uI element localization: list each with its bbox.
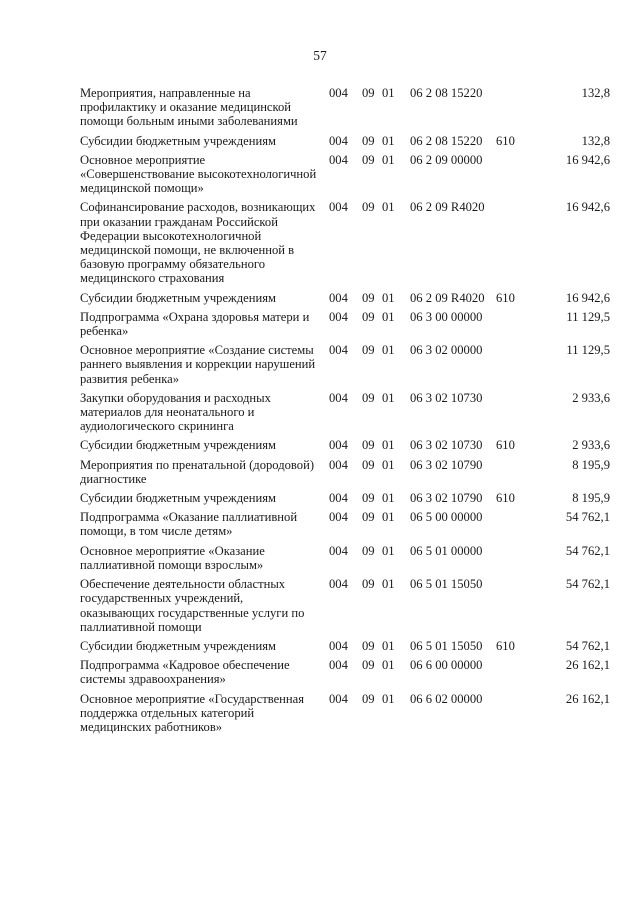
section-code: 09 — [362, 200, 375, 215]
target-article-code: 06 5 00 00000 — [410, 510, 483, 525]
ministry-code: 004 — [329, 457, 348, 472]
table-row — [80, 544, 610, 572]
row-name: Основное мероприятие «Совершенствование высокотехнологичной медицинской помощи» — [80, 152, 317, 196]
expense-type-code: 610 — [496, 438, 515, 453]
target-article-code: 06 3 02 00000 — [410, 343, 483, 358]
subsection-code: 01 — [382, 133, 395, 148]
amount: 8 195,9 — [572, 491, 610, 506]
table-row — [80, 491, 610, 505]
expense-type-code: 610 — [496, 133, 515, 148]
target-article-code: 06 5 01 15050 — [410, 577, 483, 592]
table-row — [80, 153, 610, 196]
table-row — [80, 310, 610, 338]
amount: 54 762,1 — [565, 510, 610, 525]
subsection-code: 01 — [382, 691, 395, 706]
row-name: Субсидии бюджетным учреждениям — [80, 491, 276, 506]
amount: 26 162,1 — [565, 658, 610, 673]
row-name: Мероприятия, направленные на профилактику и оказание медицинской помощи больным иными заболеваниями — [80, 86, 298, 129]
ministry-code: 004 — [329, 510, 348, 525]
table-row — [80, 391, 610, 434]
section-code: 09 — [362, 638, 375, 653]
amount: 11 129,5 — [566, 343, 610, 358]
ministry-code: 004 — [329, 133, 348, 148]
table-row — [80, 692, 610, 735]
ministry-code: 004 — [329, 343, 348, 358]
subsection-code: 01 — [382, 510, 395, 525]
ministry-code: 004 — [329, 438, 348, 453]
target-article-code: 06 2 09 00000 — [410, 152, 483, 167]
row-name: Основное мероприятие «Государственная поддержка отдельных категорий медицинских работников» — [80, 691, 305, 734]
section-code: 09 — [362, 133, 375, 148]
ministry-code: 004 — [329, 491, 348, 506]
subsection-code: 01 — [382, 457, 395, 472]
section-code: 09 — [362, 438, 375, 453]
section-code: 09 — [362, 491, 375, 506]
ministry-code: 004 — [329, 543, 348, 558]
subsection-code: 01 — [382, 86, 395, 100]
section-code: 09 — [362, 691, 375, 706]
budget-table — [80, 86, 610, 739]
ministry-code: 004 — [329, 86, 348, 100]
subsection-code: 01 — [382, 491, 395, 506]
subsection-code: 01 — [382, 638, 395, 653]
row-name: Основное мероприятие «Оказание паллиативной помощи взрослым» — [80, 543, 265, 572]
expense-type-code: 610 — [496, 491, 515, 506]
ministry-code: 004 — [329, 638, 348, 653]
ministry-code: 004 — [329, 290, 348, 305]
target-article-code: 06 3 02 10790 — [410, 491, 483, 506]
target-article-code: 06 2 08 15220 — [410, 86, 483, 100]
subsection-code: 01 — [382, 438, 395, 453]
table-row — [80, 343, 610, 386]
amount: 16 942,6 — [565, 152, 610, 167]
target-article-code: 06 6 00 00000 — [410, 658, 483, 673]
table-row — [80, 658, 610, 686]
target-article-code: 06 3 02 10730 — [410, 390, 483, 405]
amount: 2 933,6 — [572, 390, 610, 405]
target-article-code: 06 3 00 00000 — [410, 309, 483, 324]
section-code: 09 — [362, 152, 375, 167]
page-number: 57 — [313, 48, 327, 63]
amount: 54 762,1 — [565, 543, 610, 558]
row-name: Подпрограмма «Кадровое обеспечение системы здравоохранения» — [80, 658, 290, 687]
amount: 8 195,9 — [572, 457, 610, 472]
ministry-code: 004 — [329, 309, 348, 324]
subsection-code: 01 — [382, 390, 395, 405]
row-name: Подпрограмма «Охрана здоровья матери и ребенка» — [80, 309, 310, 339]
ministry-code: 004 — [329, 152, 348, 167]
target-article-code: 06 2 08 15220 — [410, 133, 483, 148]
section-code: 09 — [362, 510, 375, 525]
table-row — [80, 134, 610, 148]
amount: 132,8 — [581, 86, 610, 100]
ministry-code: 004 — [329, 658, 348, 673]
target-article-code: 06 3 02 10730 — [410, 438, 483, 453]
row-name: Мероприятия по пренатальной (дородовой) диагностике — [80, 457, 315, 486]
target-article-code: 06 3 02 10790 — [410, 457, 483, 472]
subsection-code: 01 — [382, 577, 395, 592]
amount: 16 942,6 — [565, 200, 610, 215]
amount: 2 933,6 — [572, 438, 610, 453]
row-name: Субсидии бюджетным учреждениям — [80, 133, 276, 148]
amount: 132,8 — [581, 133, 610, 148]
target-article-code: 06 6 02 00000 — [410, 691, 483, 706]
section-code: 09 — [362, 343, 375, 358]
row-name: Закупки оборудования и расходных материалов для неонатального и аудиологического скрининга — [80, 390, 271, 434]
expense-type-code: 610 — [496, 638, 515, 653]
table-row — [80, 86, 610, 129]
row-name: Подпрограмма «Оказание паллиативной помощи, в том числе детям» — [80, 510, 298, 539]
row-name: Основное мероприятие «Создание системы раннего выявления и коррекции нарушений развития ребенка» — [80, 343, 316, 386]
section-code: 09 — [362, 86, 375, 100]
amount: 16 942,6 — [565, 290, 610, 305]
expense-type-code: 610 — [496, 290, 515, 305]
target-article-code: 06 2 09 R4020 — [410, 290, 485, 305]
ministry-code: 004 — [329, 200, 348, 215]
table-row — [80, 438, 610, 452]
table-row — [80, 200, 610, 285]
ministry-code: 004 — [329, 390, 348, 405]
subsection-code: 01 — [382, 200, 395, 215]
subsection-code: 01 — [382, 543, 395, 558]
row-name: Софинансирование расходов, возникающих при оказании гражданам Российской Федерации высокотехнологичной медицинской помощи, не включенной в базовую программу обязательного медицинского страхования — [80, 200, 316, 286]
subsection-code: 01 — [382, 658, 395, 673]
section-code: 09 — [362, 543, 375, 558]
section-code: 09 — [362, 577, 375, 592]
row-name: Обеспечение деятельности областных государственных учреждений, оказывающих государственные услуги по паллиативной помощи — [80, 577, 305, 634]
target-article-code: 06 5 01 15050 — [410, 638, 483, 653]
ministry-code: 004 — [329, 577, 348, 592]
row-name: Субсидии бюджетным учреждениям — [80, 638, 276, 653]
target-article-code: 06 2 09 R4020 — [410, 200, 485, 215]
table-row — [80, 291, 610, 305]
amount: 54 762,1 — [565, 577, 610, 592]
ministry-code: 004 — [329, 691, 348, 706]
subsection-code: 01 — [382, 152, 395, 167]
section-code: 09 — [362, 457, 375, 472]
table-row — [80, 577, 610, 634]
subsection-code: 01 — [382, 343, 395, 358]
amount: 54 762,1 — [565, 638, 610, 653]
section-code: 09 — [362, 309, 375, 324]
amount: 11 129,5 — [566, 309, 610, 324]
table-row — [80, 639, 610, 653]
section-code: 09 — [362, 390, 375, 405]
section-code: 09 — [362, 658, 375, 673]
table-row — [80, 458, 610, 486]
amount: 26 162,1 — [565, 691, 610, 706]
section-code: 09 — [362, 290, 375, 305]
row-name: Субсидии бюджетным учреждениям — [80, 290, 276, 305]
row-name: Субсидии бюджетным учреждениям — [80, 438, 276, 453]
target-article-code: 06 5 01 00000 — [410, 543, 483, 558]
subsection-code: 01 — [382, 290, 395, 305]
subsection-code: 01 — [382, 309, 395, 324]
table-row — [80, 510, 610, 538]
